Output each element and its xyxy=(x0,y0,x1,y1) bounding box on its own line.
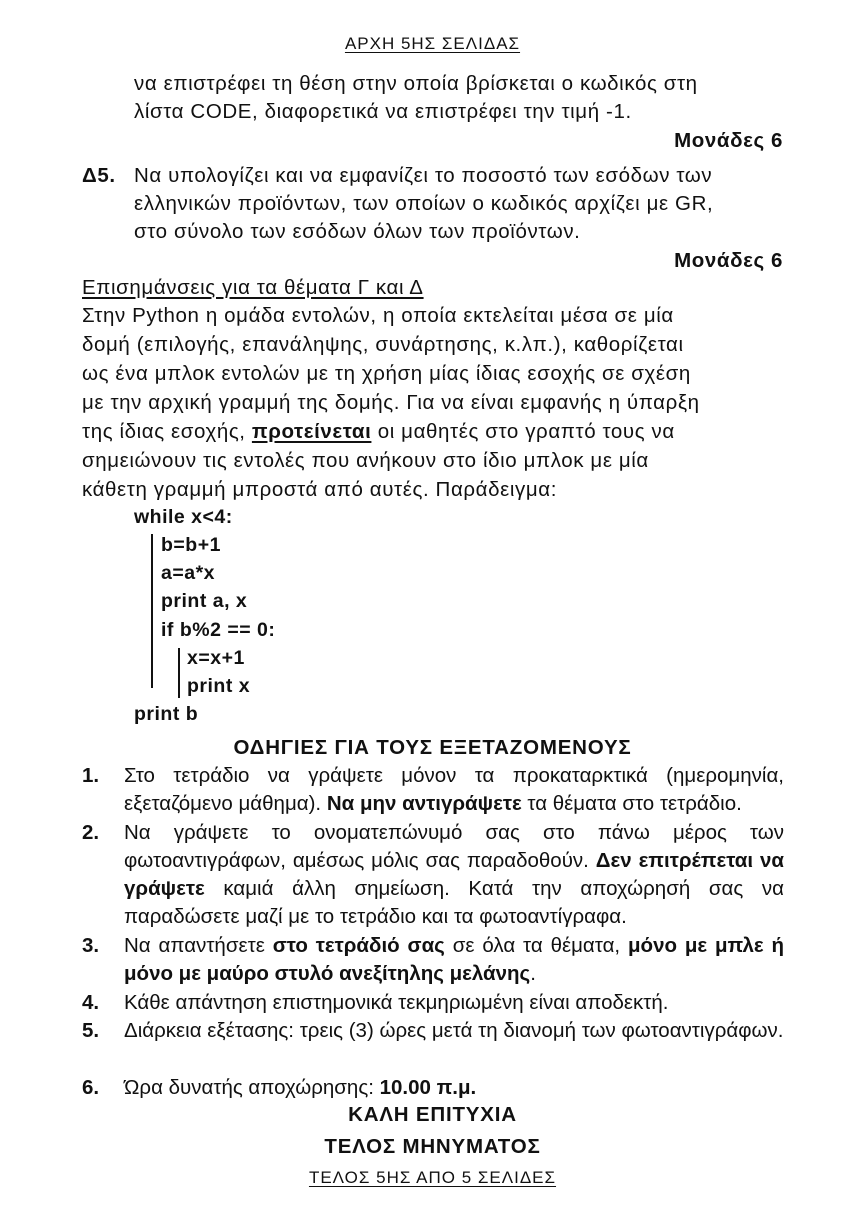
notes-line: με την αρχική γραμμή της δομής. Για να είναι εμφανής η ύπαρξη xyxy=(82,391,700,414)
item-text: . xyxy=(530,962,536,985)
instruction-item xyxy=(124,989,784,1017)
instruction-item xyxy=(124,932,784,988)
code-line: while x<4: xyxy=(134,506,233,528)
code-line: a=a*x xyxy=(161,562,216,584)
item-number: 6. xyxy=(82,1076,100,1099)
notes-heading: Επισημάνσεις για τα θέματα Γ και Δ xyxy=(82,276,424,299)
item-text: Να απαντήσετε xyxy=(124,934,265,957)
notes-line: σημειώνουν τις εντολές που ανήκουν στο ίδιο μπλοκ με μία xyxy=(82,449,649,472)
item-number: 5. xyxy=(82,1019,100,1042)
question-line-1: Να υπολογίζει και να εμφανίζει το ποσοστό των εσόδων των xyxy=(134,164,713,187)
end-of-message: ΤΕΛΟΣ ΜΗΝΥΜΑΤΟΣ xyxy=(324,1135,541,1158)
item-text: Ώρα δυνατής αποχώρησης: xyxy=(124,1076,374,1099)
code-line: b=b+1 xyxy=(161,534,221,556)
instruction-item xyxy=(124,762,784,818)
code-line: x=x+1 xyxy=(187,647,245,669)
notes-text: της ίδιας εσοχής, xyxy=(82,420,246,443)
instruction-item xyxy=(124,1074,784,1102)
page-header: ΑΡΧΗ 5ΗΣ ΣΕΛΙΔΑΣ xyxy=(344,34,521,53)
instructions-title: ΟΔΗΓΙΕΣ ΓΙΑ ΤΟΥΣ ΕΞΕΤΑΖΟΜΕΝΟΥΣ xyxy=(233,736,632,759)
notes-text: οι μαθητές στο γραπτό τους να xyxy=(377,420,675,443)
item-emphasis: Δεν επιτρέπεται να γράψετε xyxy=(124,849,785,900)
continuation-line-2: λίστα CODE, διαφορετικά να επιστρέφει την τιμή -1. xyxy=(134,100,632,123)
marks-label: Μονάδες 6 xyxy=(674,249,783,272)
item-emphasis: Να μην αντιγράψετε xyxy=(326,792,522,815)
block-bar-outer xyxy=(151,534,153,688)
instruction-item xyxy=(124,1017,784,1045)
item-text: Στο τετράδιο να γράψετε μόνον τα προκαταρκτικά (ημερομηνία, εξεταζόμενο μάθημα). xyxy=(124,764,784,815)
good-luck: ΚΑΛΗ ΕΠΙΤΥΧΙΑ xyxy=(348,1103,517,1126)
continuation-line-1: να επιστρέφει τη θέση στην οποία βρίσκεται ο κωδικός στη xyxy=(134,72,698,95)
item-text: σε όλα τα θέματα, xyxy=(452,934,621,957)
item-emphasis: στο τετράδιό σας xyxy=(272,934,445,957)
item-number: 4. xyxy=(82,991,100,1014)
code-line: print x xyxy=(187,675,251,697)
question-line-2: ελληνικών προϊόντων, των οποίων ο κωδικός αρχίζει με GR, xyxy=(134,192,714,215)
block-bar-inner xyxy=(178,648,180,698)
emphasis-proposed: προτείνεται xyxy=(251,420,372,443)
instruction-item xyxy=(124,819,784,931)
code-line: if b%2 == 0: xyxy=(161,619,276,641)
page-footer: ΤΕΛΟΣ 5ΗΣ ΑΠΟ 5 ΣΕΛΙΔΕΣ xyxy=(308,1168,557,1187)
item-text: Κάθε απάντηση επιστημονικά τεκμηριωμένη είναι αποδεκτή. xyxy=(124,991,669,1014)
item-number: 1. xyxy=(82,764,100,787)
item-text: τα θέματα στο τετράδιο. xyxy=(527,792,742,815)
item-text: Να γράψετε το ονοματεπώνυμό σας στο πάνω μέρος των φωτοαντιγράφων, αμέσως μόλις σας παραδοθούν. xyxy=(124,821,784,872)
item-emphasis: μόνο με μπλε ή μόνο με μαύρο στυλό ανεξίτηλης μελάνης xyxy=(124,934,785,985)
marks-label: Μονάδες 6 xyxy=(674,129,783,152)
item-number: 2. xyxy=(82,821,100,844)
notes-line xyxy=(82,418,784,446)
item-text: καμιά άλλη σημείωση. Κατά την αποχώρησή σας να παραδώσετε μαζί με το τετράδιο και τα φωτοαντίγραφα. xyxy=(124,877,784,928)
item-text: Διάρκεια εξέτασης: τρεις (3) ώρες μετά τη διανομή των φωτοαντιγράφων. xyxy=(124,1019,784,1042)
code-line: print b xyxy=(134,703,199,725)
question-line-3: στο σύνολο των εσόδων όλων των προϊόντων. xyxy=(134,220,581,243)
notes-line: ως ένα μπλοκ εντολών με τη χρήση μίας ίδιας εσοχής σε σχέση xyxy=(82,362,691,385)
item-emphasis: 10.00 π.μ. xyxy=(379,1076,477,1099)
code-line: print a, x xyxy=(161,590,248,612)
question-label: Δ5. xyxy=(82,164,116,187)
notes-line: κάθετη γραμμή μπροστά από αυτές. Παράδειγμα: xyxy=(82,478,558,501)
notes-line: δομή (επιλογής, επανάληψης, συνάρτησης, κ.λπ.), καθορίζεται xyxy=(82,333,684,356)
notes-line: Στην Python η ομάδα εντολών, η οποία εκτελείται μέσα σε μία xyxy=(82,304,674,327)
item-number: 3. xyxy=(82,934,100,957)
